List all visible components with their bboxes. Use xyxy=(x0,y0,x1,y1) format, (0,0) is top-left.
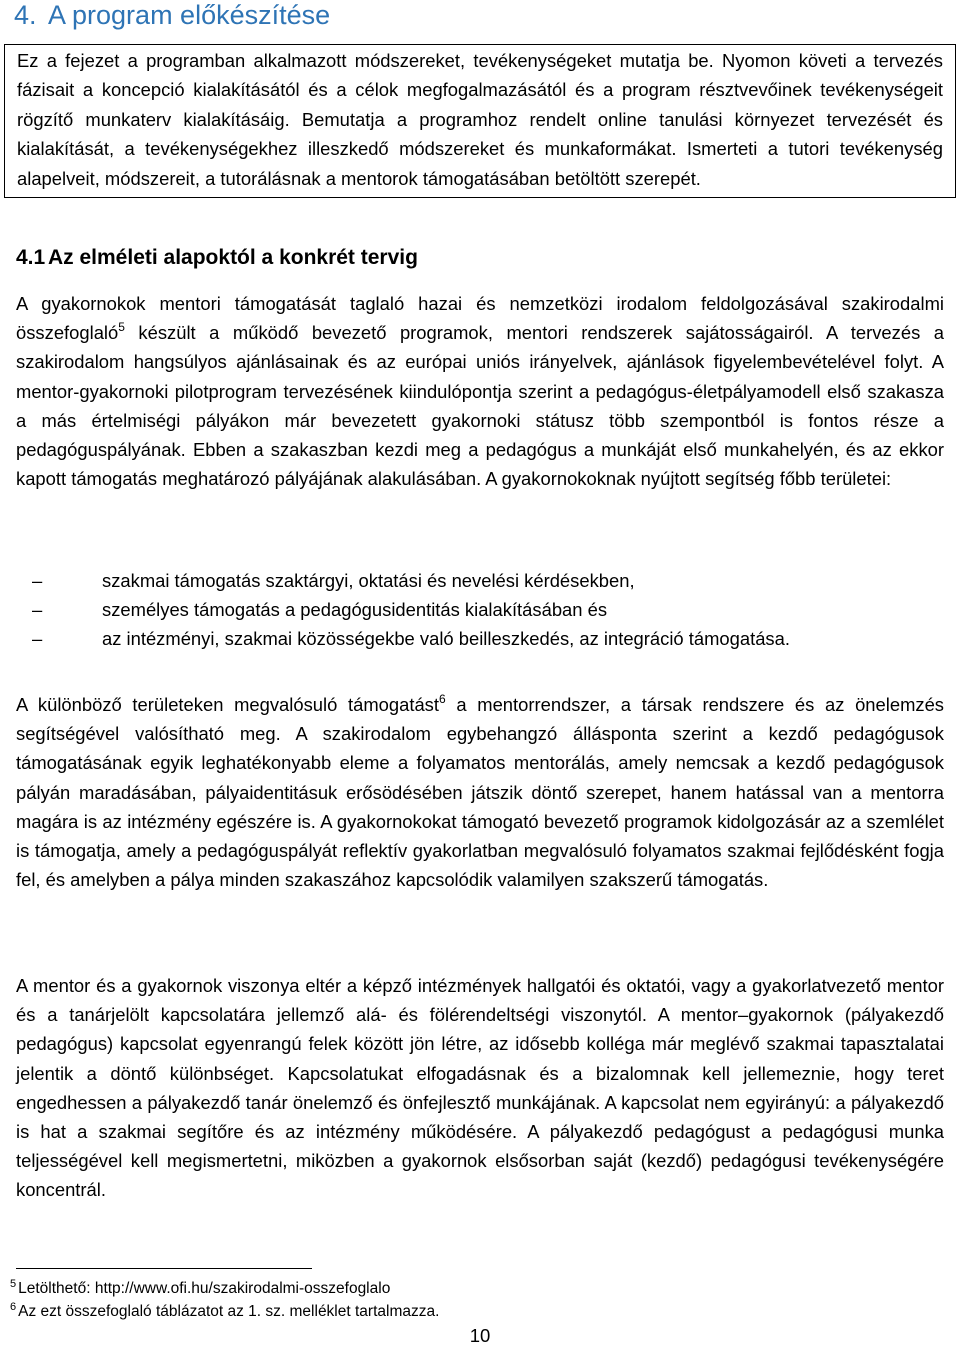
footnote-number: 5 xyxy=(10,1278,17,1290)
paragraph-2-text-a: A különböző területeken megvalósuló támogatást xyxy=(16,694,439,715)
chapter-title-text: A program előkészítése xyxy=(48,0,331,30)
section-title-text: Az elméleti alapoktól a konkrét tervig xyxy=(48,246,418,269)
footnote-text: Az ezt összefoglaló táblázatot az 1. sz. melléklet tartalmazza. xyxy=(18,1303,440,1320)
paragraph-1-text-a: A gyakornokok mentori támogatását taglaló hazai és nemzetközi irodalom feldolgozásával szakirodalmi összefoglaló xyxy=(16,293,944,344)
bullet-dash: – xyxy=(32,570,43,591)
footnote-ref-6[interactable]: 6 xyxy=(439,692,446,706)
support-areas-list xyxy=(16,566,944,654)
list-item xyxy=(16,566,944,595)
paragraph-2 xyxy=(16,690,944,894)
list-item-text: személyes támogatás a pedagógusidentitás kialakításában és xyxy=(102,599,608,621)
bullet-dash: – xyxy=(32,628,43,650)
bullet-dash: – xyxy=(32,599,43,621)
footnote-6 xyxy=(10,1302,439,1322)
list-item-text: az intézményi, szakmai közösségekbe való beilleszkedés, az integráció támogatása. xyxy=(102,628,790,650)
chapter-number: 4. xyxy=(14,0,37,30)
footnote-ref-5[interactable]: 5 xyxy=(118,320,125,335)
chapter-title xyxy=(14,0,331,30)
paragraph-2-text-b: a mentorrendszer, a társak rendszere és az önelemzés segítségével valósítható meg. A szakirodalom egybehangzó állásponta szerint a kezdő pedagógusok támogatásának egyik leghatékonyabb eleme a folyamatos mentorálás, amely nemcsak a kezdő pedagógusok pályán maradásában, pályaidentitásuk erősödésében játszik döntő szerepet, hanem hatással van a mentorra magára is az intézmény egészére is. A gyakornokokat támogató bevezető programok kidolgozásár az a szemlélet is támogatja, amely a pedagóguspályát reflektív gyakorlatban megvalósuló folyamatos szakmai fejlődésként fogja fel, és amelyben a pálya minden szakaszához kapcsolódik valamilyen szakszerű támogatás. xyxy=(16,694,945,891)
list-item xyxy=(16,595,944,624)
page-number: 10 xyxy=(469,1325,491,1346)
list-item-text: szakmai támogatás szaktárgyi, oktatási és nevelési kérdésekben, xyxy=(102,570,635,591)
section-title xyxy=(16,243,418,273)
footnote-text: Letölthető: http://www.ofi.hu/szakirodalmi-osszefoglalo xyxy=(18,1280,391,1297)
footnote-5 xyxy=(10,1279,390,1299)
paragraph-1 xyxy=(16,289,944,493)
paragraph-3 xyxy=(16,971,944,1205)
paragraph-1-text-b: készült a működő bevezető programok, mentori rendszerek sajátosságairól. A tervezés a szakirodalom hangsúlyos ajánlásainak és az európai uniós irányelvek, ajánlások figyelembevételével folyt. A mentor-gyakornoki pilotprogram tervezésének kiindulópontja szerint a pedagógus-életpályamodell első szakasza a más értelmiségi pályákon már bevezetett gyakornoki státusz több szempontból is fontos része a pedagóguspályának. Ebben a szakaszban kezdi meg a pedagógus a munkáját első munkahelyén, és az ekkor kapott támogatás meghatározó pályájának alakulásában. A gyakornokoknak nyújtott segítség főbb területei: xyxy=(16,322,944,490)
section-number: 4.1 xyxy=(16,246,46,269)
footnote-separator xyxy=(16,1268,312,1269)
paragraph-3-text: A mentor és a gyakornok viszonya eltér a képző intézmények hallgatói és oktatói, vagy a gyakorlatvezető mentor és a tanárjelölt kapcsolatára jellemző alá- és fölérendeltségi viszonytól. A mentor–gyakornok (pályakezdő pedagógus) kapcsolat egyenrangú felek között jön létre, az idősebb kolléga már meglévő szakmai tapasztalatai jelentik a döntő különbséget. Kapcsolatukat elfogadásnak és a bizalomnak kell jellemeznie, hogy teret engedhessen a pályakezdő tanár önelemző és önfejlesztő munkájának. A kapcsolat nem egyirányú: a pályakezdő is hat a szakmai segítőre és az intézmény működésére. A pályakezdő pedagógust a pedagógusi munka teljességével kell megismertetni, miközben a gyakornok elsősorban saját (kezdő) pedagógusi tevékenységére koncentrál. xyxy=(16,975,944,1201)
chapter-summary-text: Ez a fejezet a programban alkalmazott módszereket, tevékenységeket mutatja be. Nyomon követi a tervezés fázisait a koncepció kialakításától és a célok megfogalmazásától és a program résztvevőinek tevékenységeit rögzítő munkaterv kialakításáig. Bemutatja a programhoz rendelt online tanulási környezet tervezését és kialakítását, a tevékenységekhez illeszkedő módszereket és munkaformákat. Ismerteti a tutori tevékenység alapelveit, módszereit, a tutorálásnak a mentorok támogatásában betöltött szerepét. xyxy=(17,50,943,189)
footnote-number: 6 xyxy=(10,1301,17,1313)
list-item xyxy=(16,624,944,653)
chapter-summary-box xyxy=(4,44,956,198)
